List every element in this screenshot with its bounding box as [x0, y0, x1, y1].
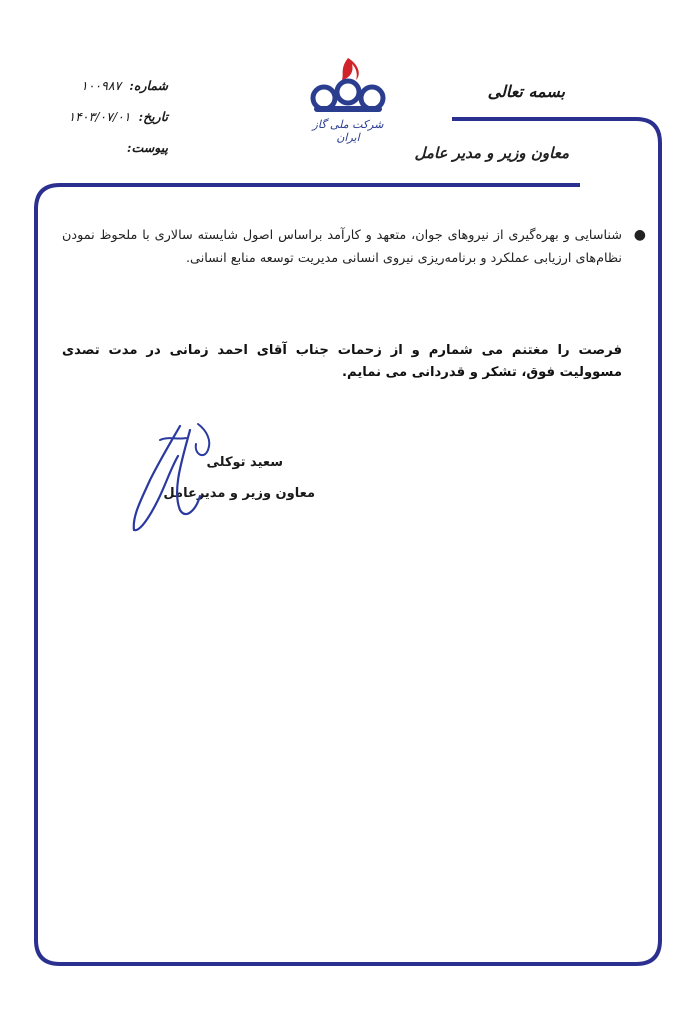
letter-heading: بسمه تعالی: [487, 82, 565, 101]
logo-text: شرکت ملی گاز ایران: [312, 118, 384, 144]
flame-logo-icon: [300, 54, 396, 118]
department-title: معاون وزیر و مدیر عامل: [414, 144, 569, 162]
signer-title: معاون وزیر و مدیرعامل: [163, 486, 315, 501]
date-value: ۱۴۰۳/۰۷/۰۱: [68, 109, 131, 124]
attachment-label: پیوست:: [126, 140, 168, 155]
bullet-paragraph: [62, 224, 646, 270]
number-value: ۱۰۰۹۸۷: [80, 78, 122, 93]
bullet-text: شناسایی و بهره‌گیری از نیروهای جوان، متعهد و کارآمد براساس اصول شایسته سالاری با ملحوظ نمودن نظام‌های ارزیابی عملکرد و برنامه‌ریزی نیروی انسانی مدیریت توسعه منابع انسانی.: [62, 228, 622, 266]
attachment-row: [58, 140, 168, 171]
handwritten-signature: [120, 420, 220, 540]
number-label: شماره:: [129, 78, 168, 93]
company-logo: [300, 54, 396, 146]
number-row: [58, 78, 168, 109]
thanks-paragraph: فرصت را مغتنم می شمارم و از زحمات جناب آقای احمد زمانی در مدت تصدی مسوولیت فوق، تشکر و قدردانی می نمایم.: [62, 343, 622, 380]
letter-meta: [58, 78, 168, 171]
bullet-icon: ●: [633, 227, 646, 243]
signer-name: سعید توکلی: [206, 455, 283, 470]
date-row: [58, 109, 168, 140]
date-label: تاریخ:: [138, 109, 168, 124]
